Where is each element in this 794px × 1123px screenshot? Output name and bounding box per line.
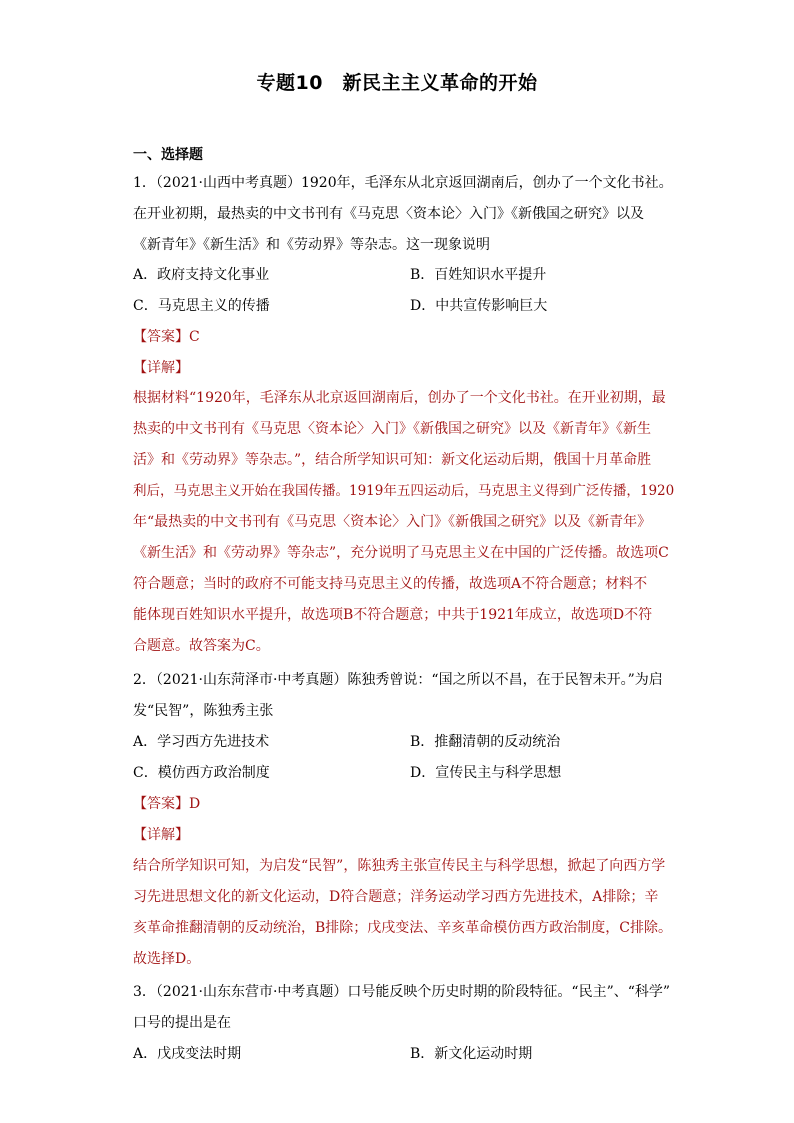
q1-stem-line: 1．（2021·山西中考真题）1920年，毛泽东从北京返回湖南后，创办了一个文化书社。 <box>133 175 673 191</box>
q3-option-b: B．新文化运动时期 <box>410 1046 533 1062</box>
q1-detail-line: 合题意。故答案为C。 <box>133 638 270 654</box>
q1-option-a: A．政府支持文化事业 <box>133 267 270 283</box>
q1-detail-line: 利后，马克思主义开始在我国传播。1919年五四运动后，马克思主义得到广泛传播，1920 <box>133 483 675 499</box>
section-heading: 一、选择题 <box>133 147 203 163</box>
q1-detail-line: 《新生活》和《劳动界》等杂志”，充分说明了马克思主义在中国的广泛传播。故选项C <box>133 545 669 561</box>
q2-option-c: C．模仿西方政治制度 <box>133 765 270 781</box>
q1-detail-label: 【详解】 <box>133 360 189 376</box>
q2-option-d: D．宣传民主与科学思想 <box>410 765 562 781</box>
q3-stem-line: 口号的提出是在 <box>133 1015 231 1031</box>
q3-option-a: A．戊戌变法时期 <box>133 1046 242 1062</box>
q1-detail-line: 符合题意；当时的政府不可能支持马克思主义的传播，故选项A不符合题意；材料不 <box>133 576 648 592</box>
q2-detail-label: 【详解】 <box>133 827 189 843</box>
q1-detail-line: 活》和《劳动界》等杂志。”，结合所学知识可知：新文化运动后期，俄国十月革命胜 <box>133 452 652 468</box>
q2-option-b: B．推翻清朝的反动统治 <box>410 734 561 750</box>
q1-detail-line: 年“最热卖的中文书刊有《马克思〈资本论〉入门》《新俄国之研究》以及《新青年》 <box>133 514 652 530</box>
q1-answer: 【答案】C <box>133 329 200 345</box>
q2-option-a: A．学习西方先进技术 <box>133 734 270 750</box>
q2-detail-line: 故选择D。 <box>133 951 201 967</box>
q1-stem-line: 《新青年》《新生活》和《劳动界》等杂志。这一现象说明 <box>133 237 490 253</box>
page-title: 专题10 新民主主义革命的开始 <box>256 72 538 94</box>
q1-option-c: C．马克思主义的传播 <box>133 298 270 314</box>
q3-stem-line: 3．（2021·山东东营市·中考真题）口号能反映个历史时期的阶段特征。“民主”、“科学” <box>133 984 671 1000</box>
q2-detail-line: 亥革命推翻清朝的反动统治，B排除；戊戌变法、辛亥革命模仿西方政治制度，C排除。 <box>133 920 672 936</box>
q1-stem-line: 在开业初期，最热卖的中文书刊有《马克思〈资本论〉入门》《新俄国之研究》以及 <box>133 206 644 222</box>
q2-stem-line: 2．（2021·山东菏泽市·中考真题）陈独秀曾说：“国之所以不昌，在于民智未开。”为启 <box>133 672 663 688</box>
q1-option-d: D．中共宣传影响巨大 <box>410 298 548 314</box>
q2-answer: 【答案】D <box>133 796 201 812</box>
q1-detail-line: 根据材料“1920年，毛泽东从北京返回湖南后，创办了一个文化书社。在开业初期，最 <box>133 390 666 406</box>
q1-detail-line: 能体现百姓知识水平提升，故选项B不符合题意；中共于1921年成立，故选项D不符 <box>133 607 653 623</box>
q2-detail-line: 结合所学知识可知，为启发“民智”，陈独秀主张宣传民主与科学思想，掀起了向西方学 <box>133 858 666 874</box>
q1-detail-line: 热卖的中文书刊有《马克思〈资本论〉入门》《新俄国之研究》以及《新青年》《新生 <box>133 421 651 437</box>
q2-stem-line: 发“民智”，陈独秀主张 <box>133 703 274 719</box>
q2-detail-line: 习先进思想文化的新文化运动，D符合题意；洋务运动学习西方先进技术，A排除；辛 <box>133 889 659 905</box>
q1-option-b: B．百姓知识水平提升 <box>410 267 547 283</box>
